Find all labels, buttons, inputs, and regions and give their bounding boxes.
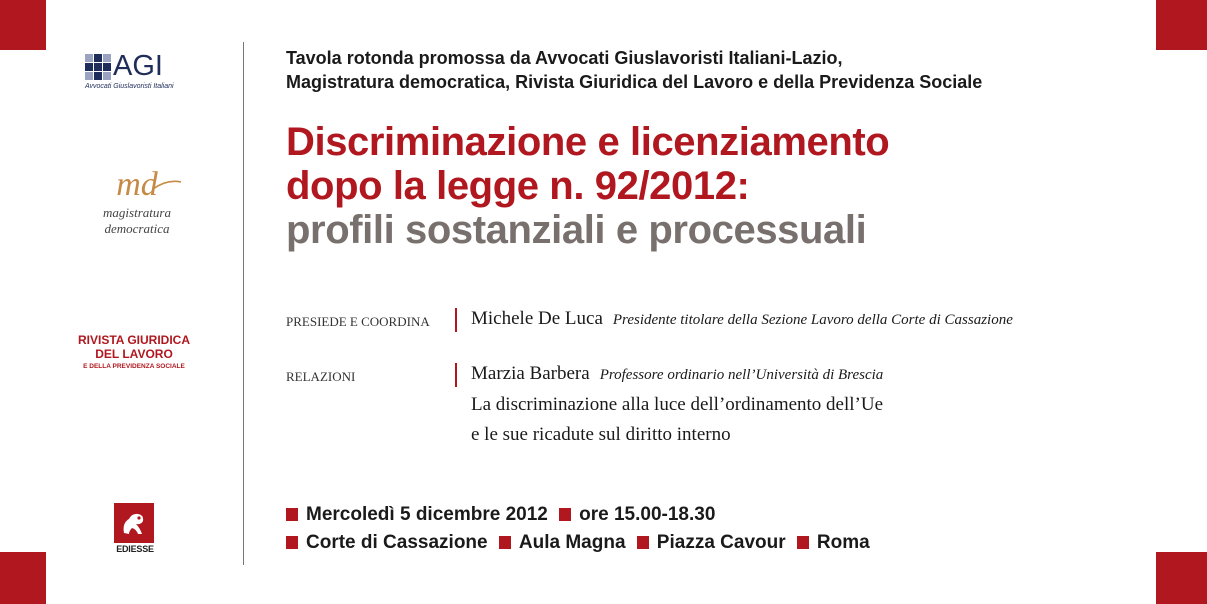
agi-grid-icon bbox=[85, 54, 111, 80]
corner-decoration-top-left bbox=[0, 0, 46, 50]
corner-decoration-top-right bbox=[1156, 0, 1207, 50]
title-line-3: profili sostanziali e processuali bbox=[286, 208, 867, 252]
agi-logo-subtitle: Avvocati Giuslavoristi Italiani bbox=[85, 83, 174, 90]
event-venue: Corte di Cassazione bbox=[306, 532, 488, 553]
corner-decoration-bottom-right bbox=[1156, 552, 1207, 604]
title-line-2: dopo la legge n. 92/2012: bbox=[286, 164, 750, 208]
ediesse-emblem-icon bbox=[114, 503, 154, 543]
intro-line-2: Magistratura democratica, Rivista Giuridica del Lavoro e della Previdenza Sociale bbox=[286, 72, 983, 92]
bullet-square bbox=[559, 508, 571, 521]
event-datetime bbox=[286, 500, 715, 530]
event-square: Piazza Cavour bbox=[656, 532, 786, 553]
md-script-mark bbox=[91, 165, 183, 205]
vertical-divider bbox=[243, 42, 244, 565]
event-title bbox=[286, 120, 889, 252]
ediesse-logo bbox=[114, 503, 156, 555]
event-location bbox=[286, 528, 870, 558]
corner-decoration-bottom-left bbox=[0, 552, 46, 604]
md-logo-line1: magistratura bbox=[103, 205, 171, 220]
event-date: Mercoledì 5 dicembre 2012 bbox=[306, 504, 548, 525]
speakers-label: RELAZIONI bbox=[286, 369, 356, 384]
rgl-logo-line3: E DELLA PREVIDENZA SOCIALE bbox=[83, 363, 185, 370]
chair-name: Michele De Luca bbox=[471, 308, 603, 329]
bullet-square bbox=[499, 536, 511, 549]
event-city: Roma bbox=[816, 532, 870, 553]
bullet-square bbox=[637, 536, 649, 549]
bullet-square bbox=[797, 536, 809, 549]
speaker-role: Professore ordinario nell’Università di Brescia bbox=[599, 367, 884, 383]
bullet-square bbox=[286, 536, 298, 549]
chair-person bbox=[471, 308, 1013, 330]
intro-text bbox=[286, 46, 982, 94]
rgl-logo-line1: RIVISTA GIURIDICA bbox=[77, 333, 190, 347]
intro-line-1: Tavola rotonda promossa da Avvocati Giuslavoristi Italiani-Lazio, bbox=[286, 48, 843, 68]
speaker-name: Marzia Barbera bbox=[471, 363, 590, 384]
talk-title-line-1: La discriminazione alla luce dell’ordinamento dell’Ue bbox=[471, 394, 884, 415]
agi-logo-name: AGI bbox=[113, 50, 163, 82]
chair-role: Presidente titolare della Sezione Lavoro della Corte di Cassazione bbox=[612, 312, 1013, 328]
bullet-square bbox=[286, 508, 298, 521]
ediesse-logo-name: EDIESSE bbox=[116, 544, 154, 554]
event-room: Aula Magna bbox=[518, 532, 626, 553]
svg-text:md: md bbox=[116, 166, 158, 203]
chair-separator bbox=[455, 308, 457, 332]
title-line-1: Discriminazione e licenziamento bbox=[286, 120, 890, 164]
talk-title-line-2: e le sue ricadute sul diritto interno bbox=[471, 424, 731, 445]
speakers-separator bbox=[455, 363, 457, 387]
rgl-logo bbox=[68, 333, 200, 373]
chair-label: PRESIEDE E COORDINA bbox=[286, 314, 430, 329]
event-time: ore 15.00-18.30 bbox=[579, 504, 716, 525]
agi-logo bbox=[85, 52, 185, 94]
rgl-logo-line2: DEL LAVORO bbox=[95, 347, 173, 361]
md-logo-line2: democratica bbox=[104, 221, 170, 236]
md-logo bbox=[82, 165, 192, 245]
speaker-person bbox=[471, 363, 883, 385]
